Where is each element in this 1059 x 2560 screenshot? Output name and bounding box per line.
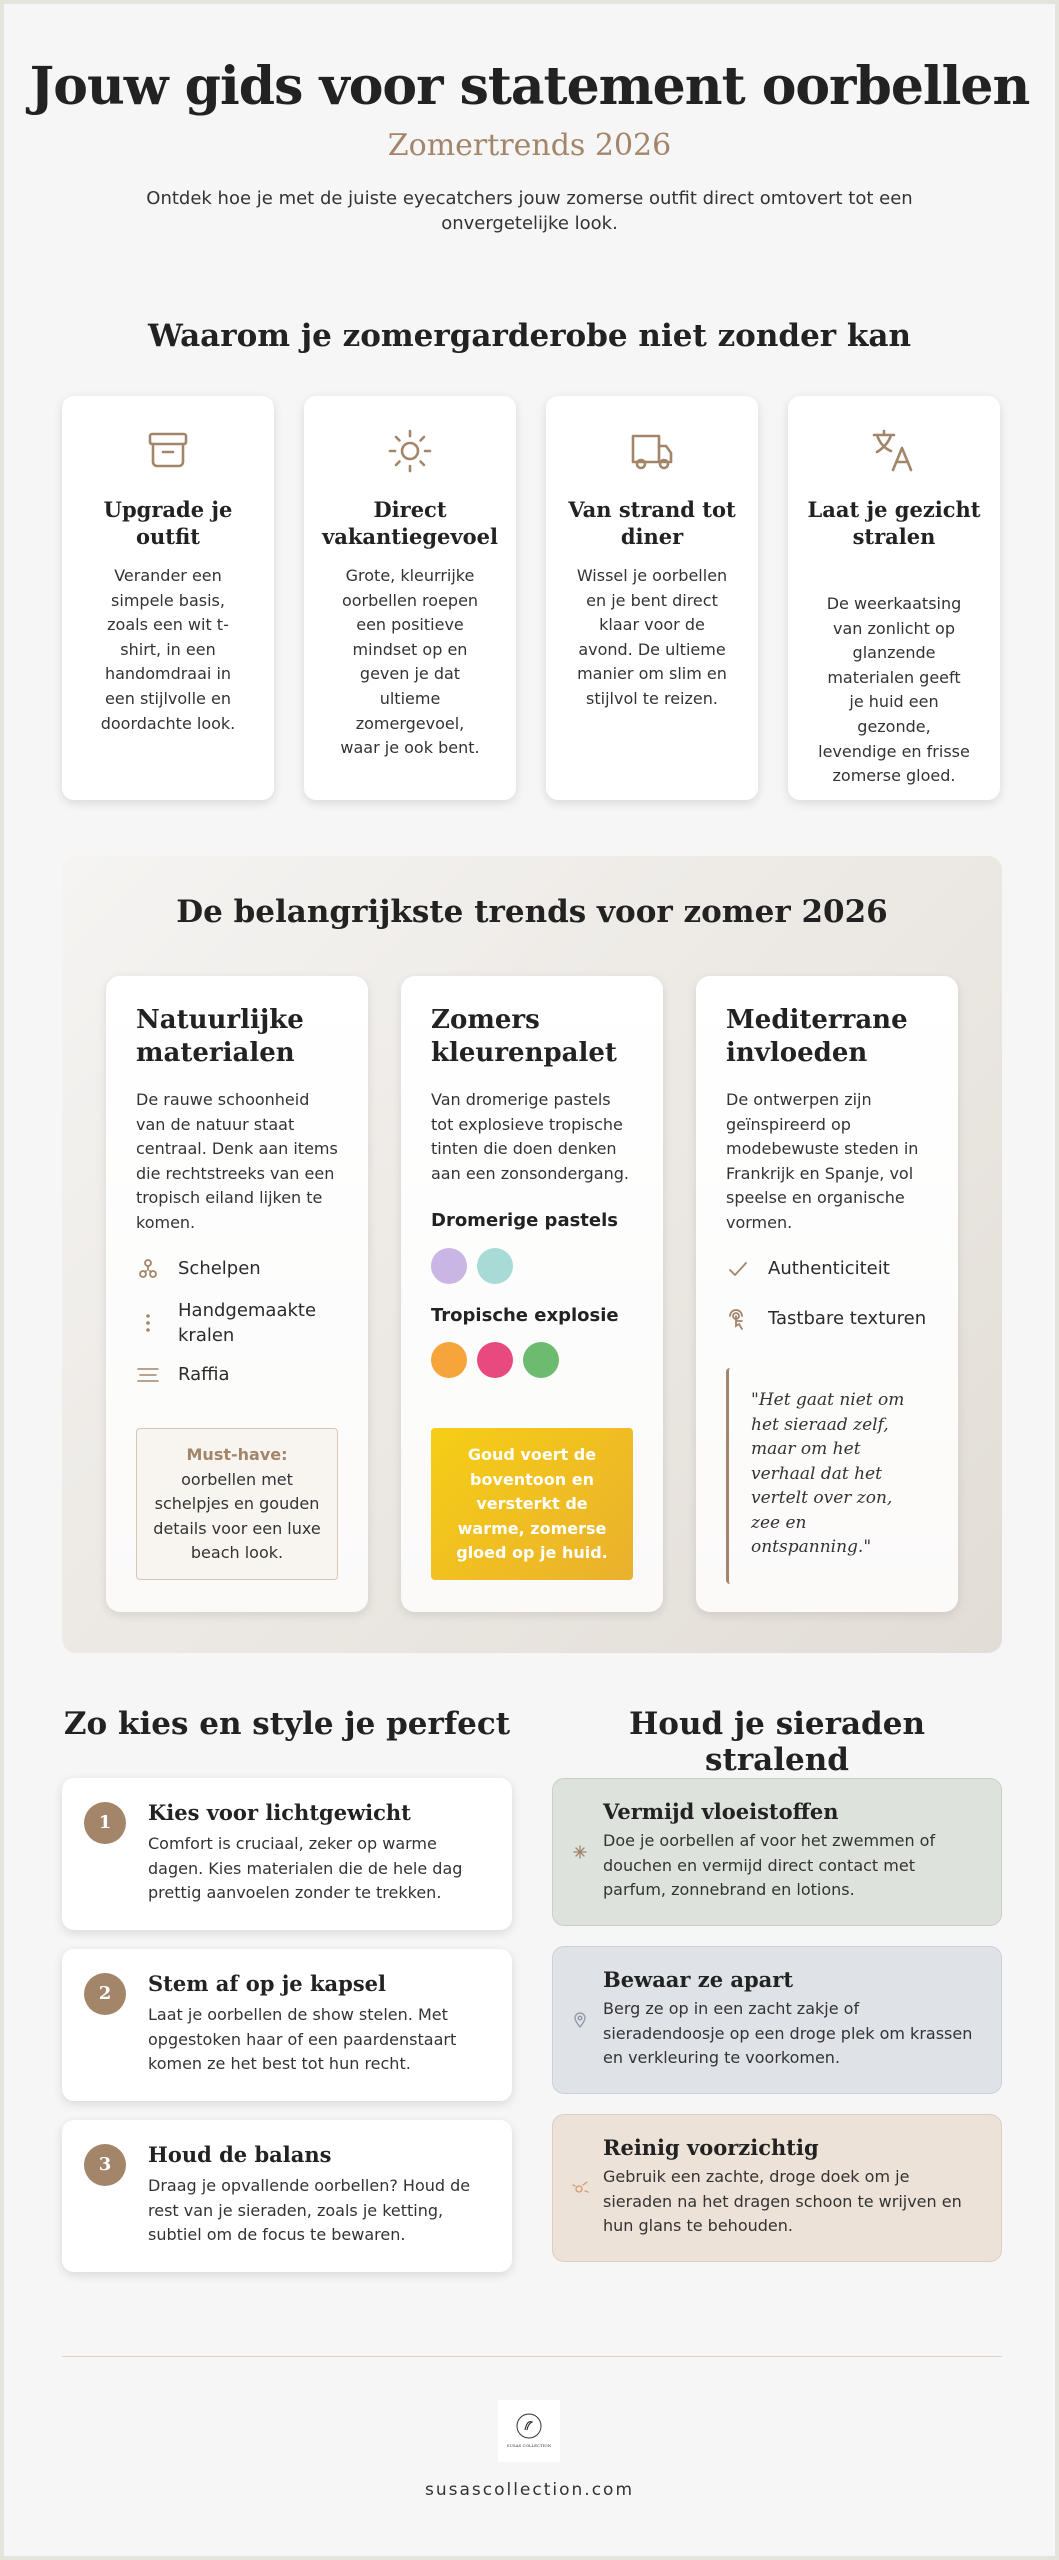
- shell-icon: [136, 1257, 160, 1281]
- step-title: Kies voor lichtgewicht: [148, 1800, 411, 1825]
- trend-card-natural: [106, 976, 368, 1612]
- tropical-label: Tropische explosie: [431, 1305, 619, 1326]
- care-title: Vermijd vloeistoffen: [603, 1799, 839, 1824]
- tropical-swatch: [431, 1342, 467, 1378]
- list-item: [136, 1256, 348, 1281]
- trend-card-desc: De rauwe schoonheid van de natuur staat centraal. Denk aan items die rechtstreeks van een tropisch eiland lijken te komen.: [136, 1090, 338, 1232]
- page-subtitle: Zomertrends 2026: [387, 128, 672, 163]
- why-card-upgrade: [62, 396, 274, 800]
- list-item-label: Handgemaakte kralen: [178, 1300, 317, 1346]
- quote-block: "Het gaat niet om het sieraad zelf, maar om het verhaal dat het vertelt over zon, zee en ontspanning.": [726, 1368, 928, 1584]
- gold-highlight-box: Goud voert de boventoon en versterkt de warme, zomerse gloed op je huid.: [431, 1428, 633, 1580]
- step-title: Houd de balans: [148, 2142, 332, 2167]
- checkmark-icon: [726, 1257, 750, 1281]
- musthave-box: [136, 1428, 338, 1580]
- why-card-strand: [546, 396, 758, 800]
- care-card-liquids: [552, 1778, 1002, 1926]
- care-section-title: Houd je sieraden stralend: [628, 1706, 925, 1778]
- delivery-truck-icon: [627, 426, 677, 476]
- pastel-label: Dromerige pastels: [431, 1210, 618, 1231]
- page-title: Jouw gids voor statement oorbellen: [29, 56, 1030, 117]
- care-card-storage: [552, 1946, 1002, 2094]
- sun-icon: [385, 426, 435, 476]
- style-step: [62, 1778, 512, 1930]
- footer-divider: [62, 2356, 1002, 2357]
- brand-logo[interactable]: [498, 2400, 560, 2462]
- list-item-label: Schelpen: [178, 1258, 261, 1279]
- why-card-title: Van strand tot diner: [568, 497, 736, 549]
- step-text: Comfort is cruciaal, zeker op warme dagen. Kies materialen die de hele dag prettig aanvoelen zonder te trekken.: [148, 1834, 463, 1903]
- touch-icon: [726, 1307, 750, 1331]
- style-step: [62, 2120, 512, 2272]
- step-text: Draag je opvallende oorbellen? Houd de rest van je sieraden, zoals je ketting, subtiel om de focus te bewaren.: [148, 2176, 471, 2245]
- list-item-label: Authenticiteit: [768, 1258, 890, 1279]
- list-item: [136, 1362, 348, 1387]
- pastel-swatch: [431, 1248, 467, 1284]
- location-pin-icon: [571, 2011, 589, 2029]
- musthave-label: Must-have:: [186, 1445, 288, 1464]
- beads-icon: [136, 1311, 160, 1335]
- list-item: [136, 1298, 348, 1348]
- trend-card-colors: [401, 976, 663, 1612]
- why-card-text: Grote, kleurrijke oorbellen roepen een positieve mindset op en geven je dat ultieme zomergevoel, waar je ook bent.: [340, 566, 480, 758]
- sparkle-icon: [571, 1843, 589, 1861]
- page: [4, 4, 1055, 2556]
- why-section-title: Waarom je zomergarderobe niet zonder kan: [147, 318, 912, 354]
- archive-box-icon: [143, 426, 193, 476]
- language-icon: [869, 426, 919, 476]
- pastel-swatch: [477, 1248, 513, 1284]
- site-url[interactable]: susascollection.com: [424, 2480, 635, 2500]
- trends-section-title: De belangrijkste trends voor zomer 2026: [176, 894, 888, 930]
- tropical-swatch: [523, 1342, 559, 1378]
- step-number: 1: [84, 1802, 126, 1844]
- why-card-vakantie: [304, 396, 516, 800]
- list-item: [726, 1306, 938, 1331]
- clean-icon: [571, 2179, 589, 2197]
- tropical-swatch: [477, 1342, 513, 1378]
- step-title: Stem af op je kapsel: [148, 1971, 386, 1996]
- intro-text: Ontdek hoe je met de juiste eyecatchers jouw zomerse outfit direct omtovert tot een onvergetelijke look.: [146, 188, 913, 234]
- care-title: Reinig voorzichtig: [603, 2135, 819, 2160]
- list-item: [726, 1256, 938, 1281]
- trend-card-title: Mediterrane invloeden: [726, 1005, 908, 1068]
- why-card-text: Verander een simpele basis, zoals een wit t-shirt, in een handomdraai in een stijlvolle en doordachte look.: [100, 566, 236, 733]
- trend-card-desc: Van dromerige pastels tot explosieve tropische tinten die doen denken aan een zonsondergang.: [431, 1090, 629, 1183]
- trend-card-title: Natuurlijke materialen: [136, 1005, 304, 1068]
- why-card-title: Upgrade je outfit: [103, 497, 233, 549]
- why-card-title: Direct vakantiegevoel: [322, 497, 498, 549]
- why-card-text: Wissel je oorbellen en je bent direct klaar voor de avond. De ultieme manier om slim en stijlvol te reizen.: [576, 566, 728, 708]
- step-text: Laat je oorbellen de show stelen. Met opgestoken haar of een paardenstaart komen ze het best tot hun recht.: [148, 2005, 457, 2074]
- trends-panel: [62, 856, 1002, 1653]
- raffia-lines-icon: [136, 1363, 160, 1387]
- list-item-label: Tastbare texturen: [768, 1308, 927, 1329]
- care-text: Gebruik een zachte, droge doek om je sieraden na het dragen schoon te wrijven en hun glans te behouden.: [603, 2167, 962, 2236]
- trend-card-title: Zomers kleurenpalet: [431, 1005, 617, 1068]
- care-title: Bewaar ze apart: [603, 1967, 794, 1992]
- why-card-title: Laat je gezicht stralen: [807, 497, 981, 549]
- list-item-label: Raffia: [178, 1364, 230, 1385]
- why-card-stralen: [788, 396, 1000, 800]
- care-text: Doe je oorbellen af voor het zwemmen of douchen en vermijd direct contact met parfum, zonnebrand en lotions.: [603, 1831, 936, 1900]
- step-number: 3: [84, 2144, 126, 2186]
- style-step: [62, 1949, 512, 2101]
- trend-card-desc: De ontwerpen zijn geïnspireerd op modebewuste steden in Frankrijk en Spanje, vol speelse en organische vormen.: [726, 1090, 919, 1232]
- style-section-title: Zo kies en style je perfect: [63, 1706, 511, 1742]
- step-number: 2: [84, 1973, 126, 2015]
- musthave-text: oorbellen met schelpjes en gouden details voor een luxe beach look.: [153, 1469, 321, 1563]
- logo-text: SUSAS COLLECTION: [506, 2443, 552, 2448]
- care-card-cleaning: [552, 2114, 1002, 2262]
- care-text: Berg ze op in een zacht zakje of sieradendoosje op een droge plek om krassen en verkleuring te voorkomen.: [603, 1999, 973, 2068]
- trend-card-mediterranean: [696, 976, 958, 1612]
- why-card-text: De weerkaatsing van zonlicht op glanzende materialen geeft je huid een gezonde, levendige en frisse zomerse gloed.: [818, 594, 970, 786]
